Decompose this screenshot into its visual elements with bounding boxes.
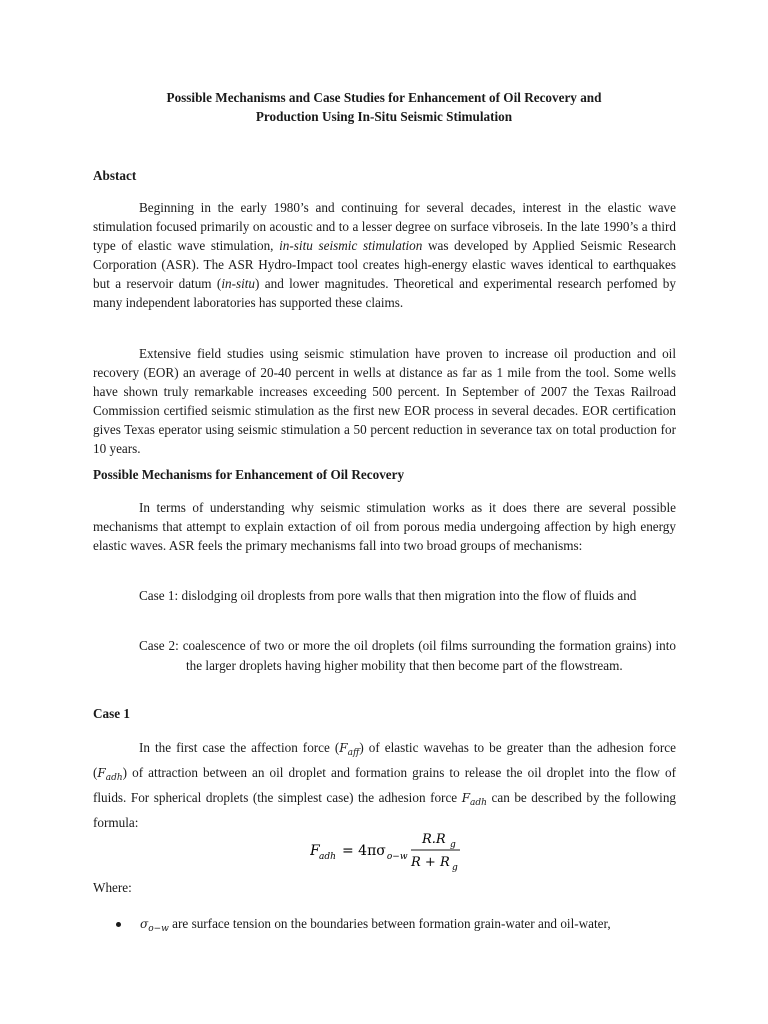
math-symbol: F [339, 741, 348, 755]
abstract-paragraph-1 [93, 198, 676, 312]
title-line-2: Production Using In-Situ Seismic Stimulation [255, 109, 513, 124]
text-run: are surface tension on the boundaries between formation grain-water and oil-water, [168, 916, 611, 931]
formula-sigma-subscript: o−w [386, 852, 408, 862]
emphasis-text: in-situ [221, 276, 256, 291]
formula-coefficient: = 4πσ [342, 843, 386, 859]
math-subscript: o−w [148, 924, 169, 934]
formula-lhs-subscript: adh [319, 852, 336, 862]
bullet-icon [116, 922, 121, 927]
formula-denominator-subscript: g [452, 863, 458, 872]
formula-lhs: F [310, 843, 320, 859]
text-run: was developed by Applied Seismic Research Corporation (ASR). The ASR Hydro-Impact tool creates high-energy elastic waves identical to earthquakes but a reservoir datum ( [93, 238, 677, 291]
title-line-1: Possible Mechanisms and Case Studies for Enhancement of Oil Recovery and [166, 90, 602, 105]
paper-title [92, 88, 676, 126]
text-run: In the first case the affection force ( [139, 740, 340, 755]
case-2-item: Case 2: coalescence of two or more the oil droplets (oil films surrounding the formation grains) into the larger droplets having higher mobility that then become part of the flowstream. [139, 638, 676, 673]
formula-denominator: R + R [411, 855, 450, 870]
case-1-heading: Case 1 [93, 706, 130, 721]
math-subscript: aff [347, 748, 360, 758]
text-run: ) and lower magnitudes. Theoretical and experimental research perfomed by many independent laboratories has supported these claims. [93, 276, 676, 310]
math-symbol: F [461, 791, 471, 805]
formula-numerator-subscript: g [450, 840, 456, 850]
where-label: Where: [93, 880, 132, 895]
math-subscript: adh [105, 773, 123, 783]
math-symbol: F [97, 766, 106, 780]
text-run: Beginning in the early 1980’s and continuing for several decades, interest in the elastic wave stimulation focused primarily on acoustic and to a lesser degree on surface vibroseis. In the late 1990’s a third type of elastic wave stimulation, [93, 200, 676, 253]
mechanisms-heading: Possible Mechanisms for Enhancement of Oil Recovery [93, 467, 405, 482]
math-symbol: σ [140, 917, 149, 931]
math-subscript: adh [470, 798, 487, 808]
case-1-paragraph [93, 738, 676, 833]
text-run: ) of elastic wavehas to be greater than the adhesion force ( [93, 740, 676, 780]
abstract-paragraph-2: Extensive field studies using seismic stimulation have proven to increase oil production and oil recovery (EOR) an average of 20-40 percent in wells at distance as far as 1 mile from the tool. Some wells have shown truly remarkable increases exceeding 500 percent. In September of 2007 the Texas Railroad Commission certified seismic stimulation as the first new EOR process in several decades. EOR certification gives Texas eperator using seismic stimulation a 50 percent reduction in severance tax on total production for 10 years. [93, 346, 676, 456]
emphasis-text: in-situ seismic stimulation [279, 238, 423, 253]
abstract-heading: Abstact [93, 168, 137, 183]
case-1-item: Case 1: dislodging oil droplests from pore walls that then migration into the flow of fluids and [139, 588, 637, 603]
formula-numerator: R.R [422, 832, 446, 847]
text-run: ) of attraction between an oil droplet and formation grains to release the oil droplet into the flow of fluids. For spherical droplets (the simplest case) the adhesion force [93, 765, 676, 805]
definition-text [140, 916, 611, 934]
mechanisms-paragraph: In terms of understanding why seismic stimulation works as it does there are several possible mechanisms that attempt to explain extaction of oil from porous media undergoing affection by high energy elastic waves. ASR feels the primary mechanisms fall into two broad groups of mechanisms: [93, 500, 676, 553]
adhesion-force-formula [310, 826, 470, 872]
text-run: can be described by the following formula: [93, 790, 677, 830]
